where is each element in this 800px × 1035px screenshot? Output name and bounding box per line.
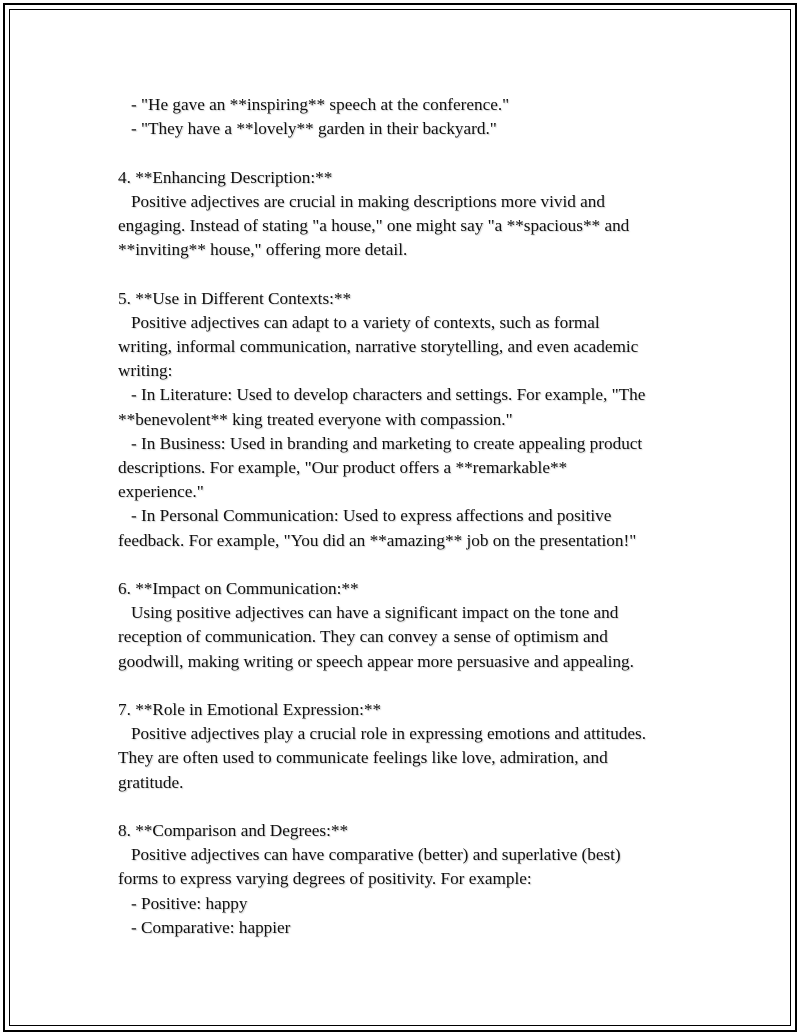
section-6-line: goodwill, making writing or speech appear more persuasive and appealing. [118,651,634,671]
section-6-line: reception of communication. They can convey a sense of optimism and [118,627,608,647]
section-8-line: - Positive: happy [131,893,248,913]
section-heading-7: 7. **Role in Emotional Expression:** [118,700,382,720]
section-4-line: Positive adjectives are crucial in making descriptions more vivid and [131,191,605,211]
section-7-line: They are often used to communicate feelings like love, admiration, and [118,748,608,768]
section-5-line: - In Personal Communication: Used to express affections and positive [131,506,612,526]
example-line: - "He gave an **inspiring** speech at the conference." [131,95,510,114]
section-5-line: experience." [118,482,204,502]
paragraph-gap [118,795,698,819]
section-4-line: engaging. Instead of stating "a house," one might say "a **spacious** and [118,216,630,235]
section-5-line: - In Literature: Used to develop characters and settings. For example, "The [131,385,646,405]
paragraph-gap [118,141,698,165]
section-4-line: **inviting** house," offering more detail. [118,240,408,260]
section-5-line: - In Business: Used in branding and marketing to create appealing product [131,433,643,453]
section-6-line: Using positive adjectives can have a significant impact on the tone and [131,603,619,623]
section-7-line: Positive adjectives play a crucial role in expressing emotions and attitudes. [131,724,647,744]
section-5-line: writing, informal communication, narrative storytelling, and even academic [118,337,639,356]
section-7-line: gratitude. [118,772,184,792]
section-heading-4: 4. **Enhancing Description:** [118,167,333,187]
document-body [118,93,698,940]
section-heading-6: 6. **Impact on Communication:** [118,579,359,599]
section-8-line: forms to express varying degrees of positivity. For example: [118,869,532,889]
example-line: - "They have a **lovely** garden in their backyard." [131,119,497,139]
section-8-line: Positive adjectives can have comparative (better) and superlative (best) [131,845,621,865]
paragraph-gap [118,262,698,286]
section-8-line: - Comparative: happier [131,917,291,937]
section-5-line: **benevolent** king treated everyone with compassion." [118,409,513,429]
section-5-line: descriptions. For example, "Our product offers a **remarkable** [118,458,568,478]
paragraph-gap [118,674,698,698]
section-5-line: Positive adjectives can adapt to a variety of contexts, such as formal [131,312,600,332]
section-heading-8: 8. **Comparison and Degrees:** [118,821,349,841]
section-heading-5: 5. **Use in Different Contexts:** [118,288,352,308]
section-5-line: feedback. For example, "You did an **amazing** job on the presentation!" [118,530,637,550]
section-5-line: writing: [118,361,173,381]
paragraph-gap [118,553,698,577]
